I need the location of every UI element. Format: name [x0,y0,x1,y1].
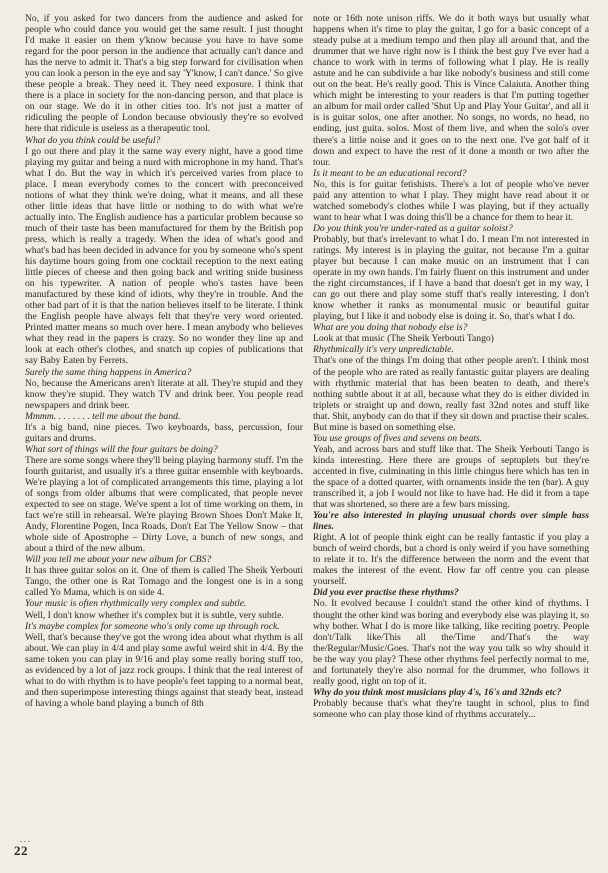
question-paragraph: Rhythmically it's very unpredictable. [313,344,454,356]
answer-paragraph: Well, I don't know whether it's complex but it is subtle, very subtle. [25,609,284,621]
right-column [313,13,589,720]
question-paragraph: Will you tell me about your new album for CBS? [25,554,212,566]
question-paragraph: Your music is often rhythmically very complex and subtle. [25,598,247,610]
page-number: 22 [14,843,28,858]
answer-paragraph: Right. A lot of people think eight can be really fantastic if you play a bunch of weird chords, but a chord is only weird if you have something to relate it to. It's the difference between the norm and the event that makes the interest of the event. How far off centre you can please yourself. [313,532,589,588]
answer-paragraph: Well, that's because they've got the wrong idea about what rhythm is all about. We can play in 4/4 and play some awful weird shit in 4/4. By the same token you can play in 9/16 and play some really boring stuff too, as evidenced by a lot of jazz rock groups. I think that the real interest of what to do with rhythm is to have people's feet tapping to a normal beat, and then superimpose interesting things against that steady beat, instead of having a whole band playing a bunch of 8th [25,631,303,709]
answer-paragraph: Probably, but that's irrelevant to what I do. I mean I'm not interested in ratings. My interest is in playing the guitar, not because I'm a guitar player but because I can make music on an instrument that I can operate in my own hands. I'm fairly fluent on this instrument and under the right circumstances, if I have a band that doesn't get in my way, I can go out there and play some stuff that's really interesting. I don't know whether it ranks as monumental music or beautiful guitar playing, but I like it and nobody else is doing it. So, that's what I do. [313,233,589,323]
answer-paragraph: note or 16th note unison riffs. We do it both ways but usually what happens when it's time to play the guitar, I go for a basic concept of a steady pulse at a medium tempo and then play all around that, and the drummer that we have right now is I think the best guy I've ever had a chance to work with in terms of following what I play. He is really astute and he can subdivide a bar like nobody's business and still come out on the beat. He's really good. This is Vince Calaiuta. Another thing which might be interesting to your readers is that I'm putting together an album for mail order called 'Shut Up and Play Your Guitar', and all it is is guitar solos, one after another. No songs, no words, no head, no ending, just guita. solos. Most of them live, and when the solo's over there's a little noise and it goes on to the next one. I've got half of it down and expect to have the rest of it done a month or two after the tour. [313,13,589,168]
question-paragraph: What do you think could be useful? [25,134,161,146]
question-paragraph: Do you think you're under-rated as a guitar soloist? [313,222,513,234]
question-paragraph: You're also interested in playing unusual chords over simple bass lines. [313,510,589,533]
answer-paragraph: No, this is for guitar fetishists. There's a lot of people who've never paid any attention to what I play. They might have read about it or watched somebody's clothes while I was playing, but if they actually want to hear what I was doing this'll be a chance for them to hear it. [313,178,589,223]
question-paragraph: Surely the same thing happens in America? [25,366,192,378]
question-paragraph: You use groups of fives and sevens on beats. [313,432,483,444]
answer-paragraph: That's one of the things I'm doing that other people aren't. I think most of the people who are rated as really fantastic guitar players are dealing with rhythmic material that has been beaten to death, and there's nothing subtle about it at all, because what they do is either divided in triplets or straight up and down, really fast 32nd notes and stuff like that. Shit, anybody can do that if they sit down and practise their scales. But mine is based on something else. [313,355,589,433]
answer-paragraph: It has three guitar solos on it. One of them is called The Sheik Yerbouti Tango, the other one is Rat Tomago and the longest one is in a song called Yo Mama, which is on side 4. [25,565,303,599]
question-paragraph: It's maybe complex for someone who's only come up through rock. [25,620,280,632]
answer-paragraph: No. It evolved because I couldn't stand the other kind of rhythms. I thought the other kind was boring and everybody else was playing it, so why bother. What I do is more like talking, like reciting poetry. People don't/Talk like/This all the/Time and/That's the way the/Regular/Music/Goes. That's not the way you talk so why should it be the way you play? These other rhythms feel perfectly normal to me, and fortunately they're also normal for the drummer, who follows it really good, right on top of it. [313,598,589,687]
answer-paragraph: Look at that music (The Sheik Yerbouti Tango) [313,333,494,345]
question-paragraph: Is it meant to be an educational record? [313,167,467,179]
left-column [25,13,303,709]
answer-paragraph: It's a big band, nine pieces. Two keyboards, bass, percussion, four guitars and drums. [25,421,303,444]
answer-paragraph: There are some songs where they'll being playing harmony stuff. I'm the fourth guitarist, and usually it's a three guitar ensemble with keyboards. We're playing a lot of complicated arrangements this time, playing a lot of songs from older albums that were complicated, that people never expected to see on stage. We've spent a lot of time working on them, in fact we're still in rehearsal. We're playing Brown Shoes Don't Make It, Andy, Florentine Pogen, Inca Roads, Don't Eat The Yellow Snow – that whole side of Apostrophe – Dirty Love, a bunch of new songs, and about a third of the new album. [25,454,303,555]
question-paragraph: Why do you think most musicians play 4's, 16's and 32nds etc? [313,686,562,698]
answer-paragraph: No, if you asked for two dancers from the audience and asked for people who could dance you would get the same result. I just thought I'd make it easier on them y'know because you have to have some regard for the poor person in the audience that actually can't dance and has the nerve to admit it. That's a big step forward for civilisation when you can look a person in the eye and say 'Y'know, I can't dance.' So give these people a break. They need it. They need exposure. I think that there is a place in society for the non-dancing person, and that place is on our stage. We do it in other cities too. It's not just a matter of ridiculing the people of London because obviously they're so evolved here that ridicule is useless as a therapeutic tool. [25,13,303,135]
answer-paragraph: No, because the Americans aren't literate at all. They're stupid and they know they're stupid. They watch TV and drink beer. You people read newspapers and drink beer. [25,377,303,411]
answer-paragraph: Probably because that's what they're taught in school, plus to find someone who can play those kind of rhythms accurately... [313,697,589,720]
answer-paragraph: Yeah, and across bars and stuff like that. The Sheik Yerbouti Tango is kinda interesting. Here there are groups of septuplets but they're accented in five, culminating in this little chingus here which has ten in the space of a dotted quarter, with ornaments inside the ten (bar). A guy transcribed it, a job I would not like to have had. He did it from a tape that was shortened, so there are a few bars missing. [313,443,589,511]
answer-paragraph: I go out there and play it the same way every night, have a good time playing my guitar and being a nurd with microphone in my hand. That's what I do. But the way in which it's perceived varies from place to place. I mean everybody comes to the concert with preconceived notions of what they think we're doing, what it means, and all these other little ideas that have little or nothing to do with what we're actually into. The English audience has a particular problem because so much of their taste has been manufactured for them by the British pop press, which is really a tragedy. When the idea of what's good and what's bad has been decided in advance for you by someone who's spent his daytime hours going from one cocktail reception to the next eating little pieces of cheese and then going back and writing snide business on his typewriter. A nation of people who's tastes have been manufactured by these kind of idiots, why they're in trouble. And the other bad part of it is that the nation believes itself to be literate. I think the English people have always felt that they're very word oriented. Printed matter means so much over here. I mean anybody who believes what they read in the papers is crazy. So no wonder they line up and look at each other's clothes, and snatch up copies of publications that say Baby Eaten by Ferrets. [25,145,303,367]
page-number-decoration: . . . [20,835,30,844]
question-paragraph: What are you doing that nobody else is? [313,322,468,334]
question-paragraph: What sort of things will the four guitars be doing? [25,443,218,455]
question-paragraph: Mmmm. . . . . . . . tell me about the band. [25,410,181,422]
question-paragraph: Did you ever practise these rhythms? [313,587,459,599]
